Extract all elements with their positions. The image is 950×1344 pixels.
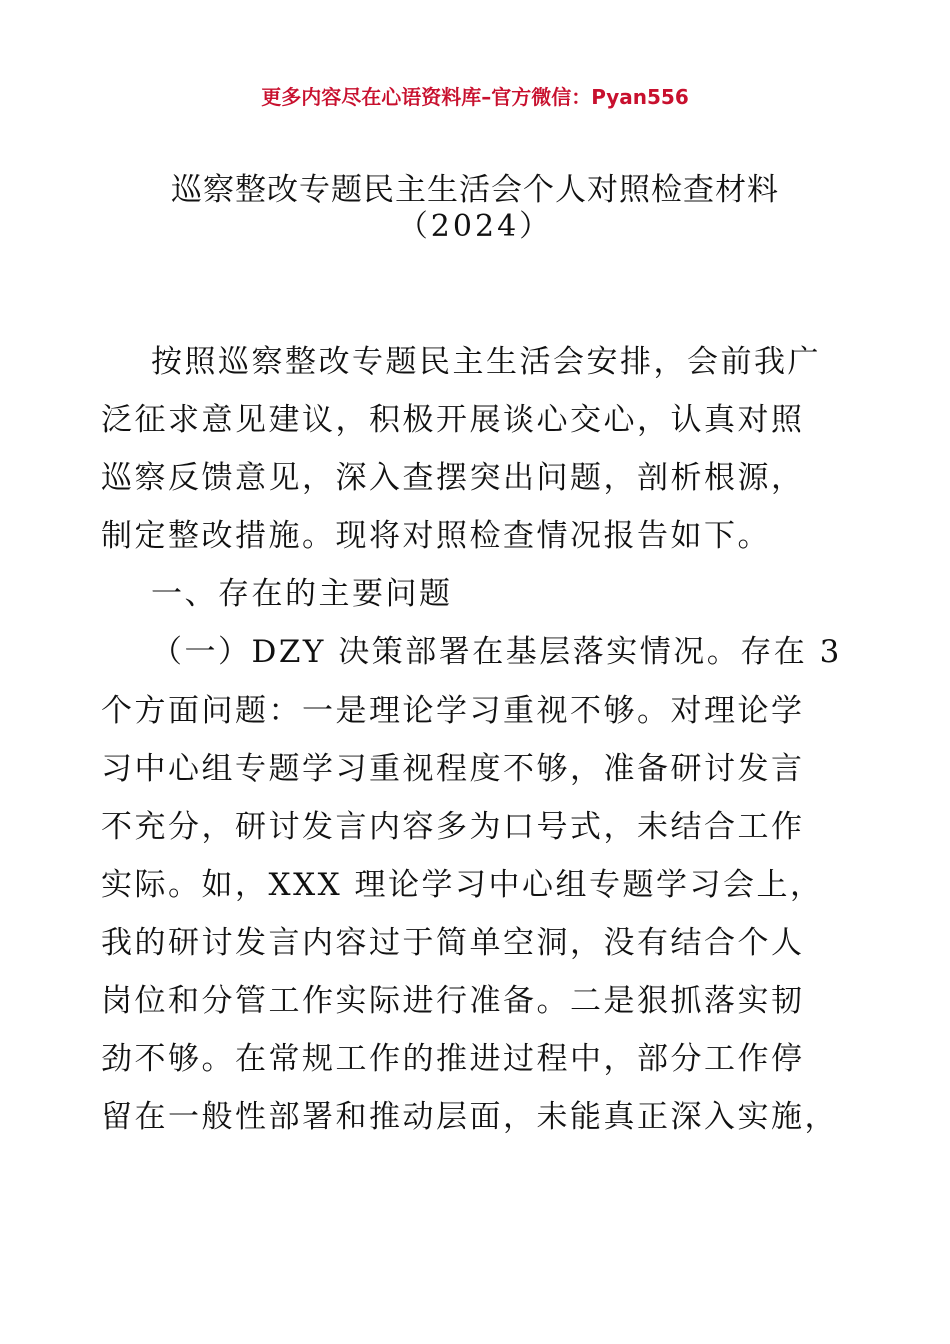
body-line: 我的研讨发言内容过于简单空洞，没有结合个人: [101, 924, 805, 961]
body-line: 留在一般性部署和推动层面，未能真正深入实施，: [101, 1099, 838, 1136]
body-line: 泛征求意见建议，积极开展谈心交心，认真对照: [101, 402, 805, 439]
body-line: （一）DZY 决策部署在基层落实情况。存在 3: [151, 634, 842, 671]
body-line: 劲不够。在常规工作的推进过程中，部分工作停: [101, 1041, 805, 1078]
banner-wechat-text: –官方微信：Pyan556: [481, 85, 689, 109]
body-line: 巡察反馈意见，深入查摆突出问题，剖析根源，: [101, 460, 805, 497]
header-banner: [0, 84, 950, 110]
body-line: 实际。如，XXX 理论学习中心组专题学习会上，: [101, 866, 824, 903]
body-line: 不充分，研讨发言内容多为口号式，未结合工作: [101, 808, 805, 845]
body-line: 习中心组专题学习重视程度不够，准备研讨发言: [101, 750, 805, 787]
body-line: 制定整改措施。现将对照检查情况报告如下。: [101, 518, 771, 555]
document-body: [101, 333, 853, 1146]
body-line: 岗位和分管工作实际进行准备。二是狠抓落实韧: [101, 983, 805, 1020]
section-heading: 一、存在的主要问题: [151, 576, 453, 613]
banner-library-text: 更多内容尽在心语资料库: [261, 85, 482, 109]
document-subtitle: （2024）: [397, 209, 553, 244]
document-title: 巡察整改专题民主生活会个人对照检查材料: [171, 172, 779, 208]
body-line: 个方面问题：一是理论学习重视不够。对理论学: [101, 692, 805, 729]
body-line: 按照巡察整改专题民主生活会安排，会前我广: [151, 344, 821, 380]
